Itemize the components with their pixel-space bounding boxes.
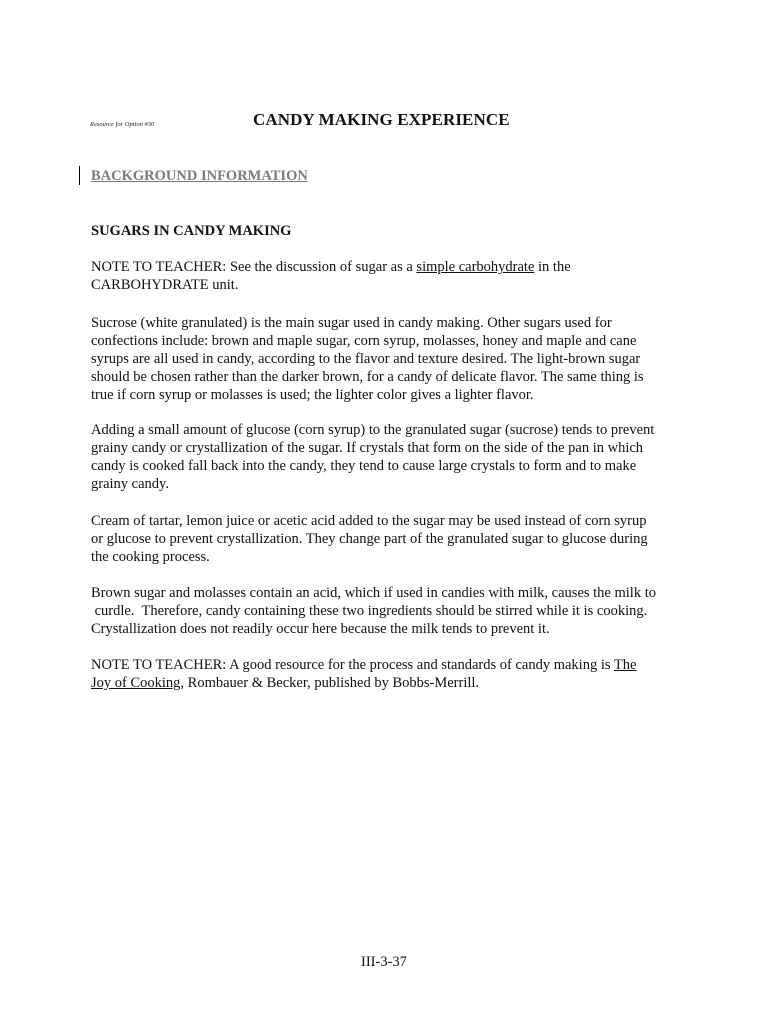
document-title: CANDY MAKING EXPERIENCE — [253, 110, 510, 129]
paragraph-glucose — [91, 421, 681, 493]
paragraph-line: should be chosen rather than the darker brown, for a candy of delicate flavor. The same thing is — [91, 369, 644, 385]
book-title: The — [613, 657, 637, 673]
note-text: NOTE TO TEACHER: A good resource for the process and standards of candy making is — [91, 657, 614, 673]
book-title: Joy of Cooking — [91, 675, 181, 691]
paragraph-sucrose — [91, 314, 681, 404]
paragraph-line — [91, 674, 681, 692]
note-to-teacher-resource — [91, 656, 681, 692]
paragraph-line: Brown sugar and molasses contain an acid, which if used in candies with milk, causes the milk to — [91, 585, 656, 601]
paragraph-cream-of-tartar — [91, 512, 681, 566]
background-information-heading: BACKGROUND INFORMATION — [91, 168, 308, 184]
paragraph-line: grainy candy. — [91, 476, 169, 492]
revision-change-bar — [79, 166, 80, 185]
note-text: NOTE TO TEACHER: See the discussion of sugar as a — [91, 259, 417, 275]
paragraph-line — [91, 656, 681, 674]
paragraph-line: Adding a small amount of glucose (corn syrup) to the granulated sugar (sucrose) tends to prevent — [91, 422, 655, 438]
resource-note: Resource for Option #30 — [90, 121, 155, 128]
paragraph-line: or glucose to prevent crystallization. They change part of the granulated sugar to glucose during — [91, 531, 648, 547]
paragraph-line: candy is cooked fall back into the candy, they tend to cause large crystals to form and to make — [91, 458, 637, 474]
page-number: III-3-37 — [361, 954, 407, 970]
paragraph-line: curdle. Therefore, candy containing these two ingredients should be stirred while it is cooking. — [91, 603, 648, 619]
section-heading: SUGARS IN CANDY MAKING — [91, 223, 292, 239]
paragraph-line: true if corn syrup or molasses is used; the lighter color gives a lighter flavor. — [91, 387, 534, 403]
paragraph-line: Cream of tartar, lemon juice or acetic acid added to the sugar may be used instead of corn syrup — [91, 513, 647, 529]
paragraph-line — [91, 258, 681, 276]
paragraph-brown-sugar — [91, 584, 681, 638]
paragraph-line: CARBOHYDRATE unit. — [91, 277, 239, 293]
simple-carbohydrate-reference: simple carbohydrate — [416, 259, 535, 275]
paragraph-line: the cooking process. — [91, 549, 210, 565]
paragraph-line: grainy candy or crystallization of the sugar. If crystals that form on the side of the pan in which — [91, 440, 644, 456]
paragraph-line: confections include: brown and maple sugar, corn syrup, molasses, honey and maple and cane — [91, 333, 637, 349]
paragraph-line: Crystallization does not readily occur here because the milk tends to prevent it. — [91, 621, 550, 637]
note-text: in the — [534, 259, 571, 275]
paragraph-line: syrups are all used in candy, according to the flavor and texture desired. The light-brown sugar — [91, 351, 641, 367]
note-to-teacher-carbohydrate — [91, 258, 681, 294]
note-text: , Rombauer & Becker, published by Bobbs-Merrill. — [180, 675, 480, 691]
paragraph-line: Sucrose (white granulated) is the main sugar used in candy making. Other sugars used for — [91, 315, 612, 331]
